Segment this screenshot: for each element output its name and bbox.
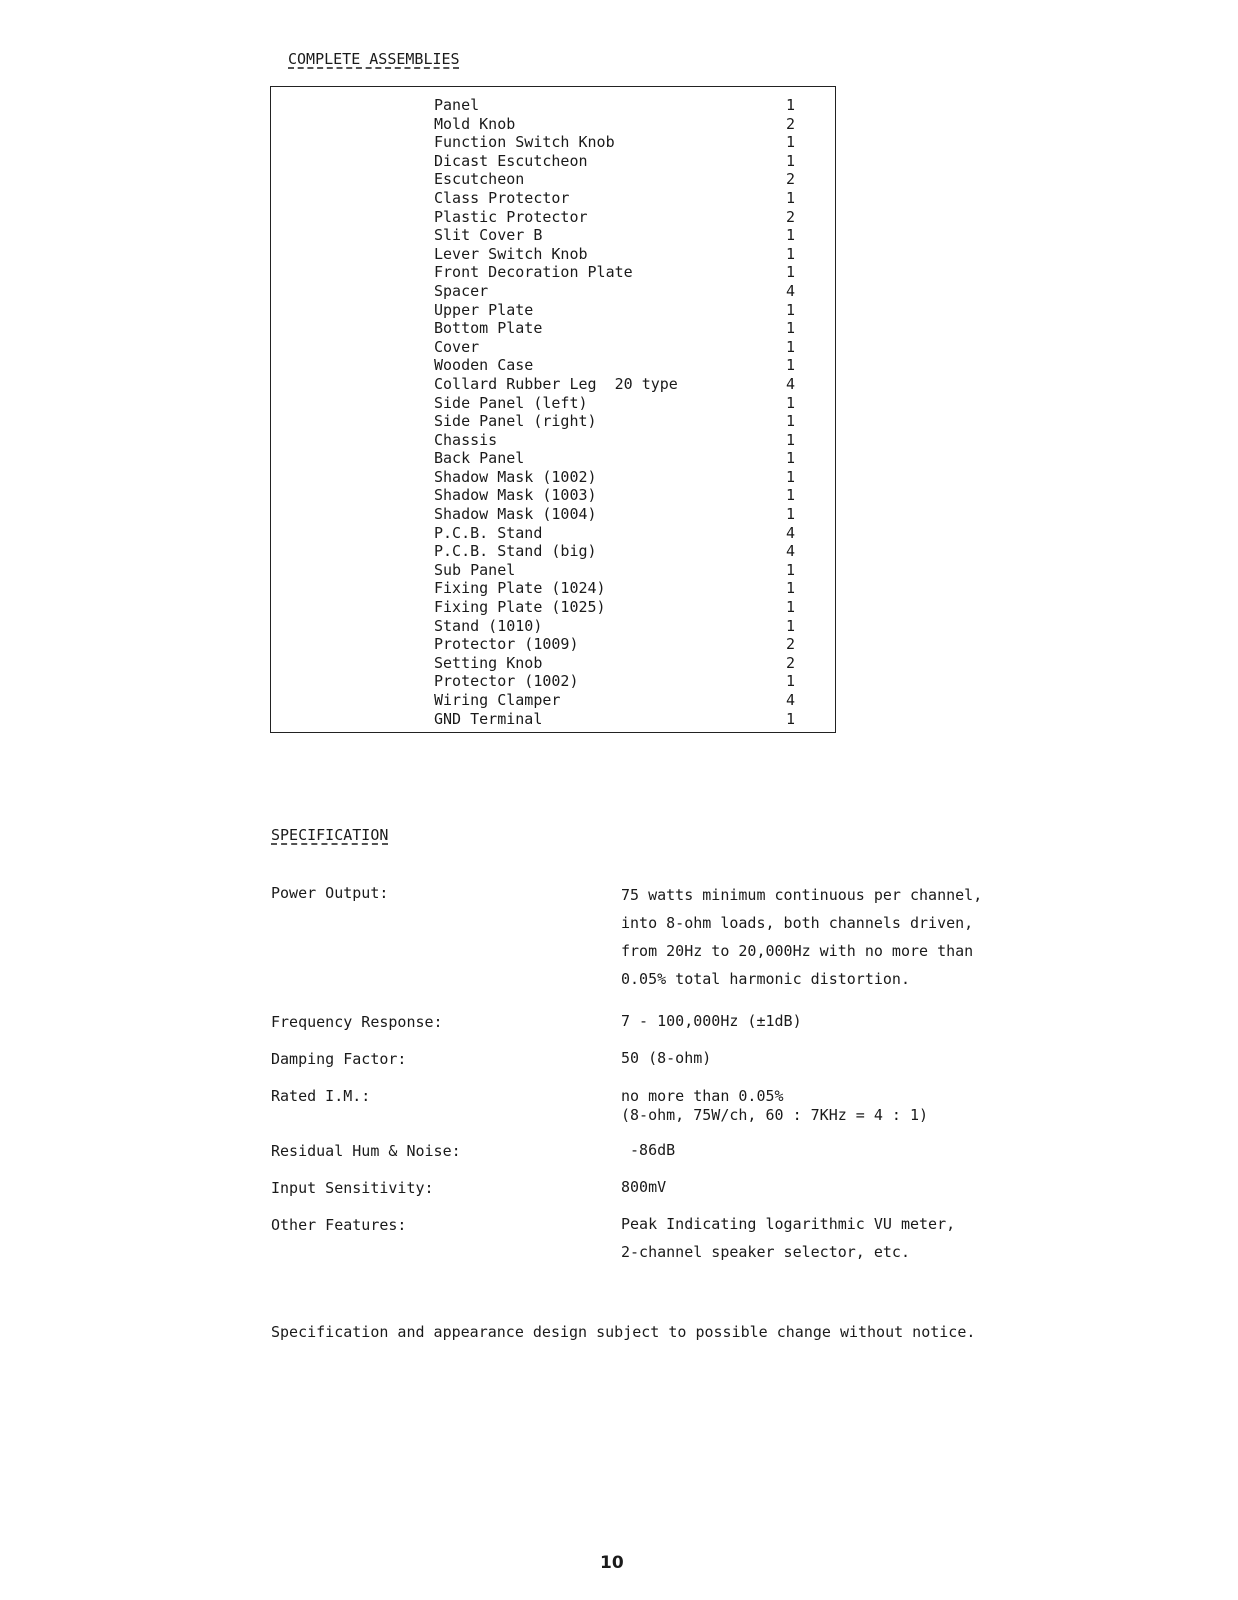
parts-table xyxy=(270,86,836,733)
part-row xyxy=(434,617,804,636)
part-name: Wiring Clamper xyxy=(434,691,561,709)
part-row xyxy=(434,96,804,115)
part-row xyxy=(434,338,804,357)
part-qty: 1 xyxy=(786,467,796,486)
part-name: Bottom Plate xyxy=(434,319,543,338)
part-qty: 4 xyxy=(786,281,796,300)
part-name: Upper Plate xyxy=(434,300,534,319)
assemblies-heading: COMPLETE ASSEMBLIES xyxy=(288,50,460,68)
part-name: Side Panel (left) xyxy=(434,393,588,412)
part-row xyxy=(434,319,804,338)
part-qty: 1 xyxy=(786,672,796,691)
part-qty: 1 xyxy=(786,133,796,152)
spec-value: 50 (8-ohm) xyxy=(621,1049,712,1067)
spec-label: Damping Factor: xyxy=(271,1050,407,1068)
part-qty: 1 xyxy=(786,579,796,598)
part-row xyxy=(434,208,804,227)
part-row xyxy=(434,263,804,282)
part-row xyxy=(434,486,804,505)
part-qty: 1 xyxy=(786,449,796,468)
spec-value: Peak Indicating logarithmic VU meter, 2-channel speaker selector, etc. xyxy=(621,1215,956,1261)
part-row xyxy=(434,468,804,487)
part-qty: 4 xyxy=(786,691,796,709)
part-row xyxy=(434,394,804,413)
part-name: P.C.B. Stand (big) xyxy=(434,542,597,561)
part-name: Mold Knob xyxy=(434,114,516,133)
part-row xyxy=(434,710,804,729)
part-row xyxy=(434,170,804,189)
part-row xyxy=(434,152,804,171)
spec-label: Residual Hum & Noise: xyxy=(271,1142,461,1160)
part-row xyxy=(434,561,804,580)
part-name: Shadow Mask (1003) xyxy=(434,486,597,505)
spec-label: Input Sensitivity: xyxy=(271,1179,434,1197)
page-number: 10 xyxy=(600,1553,624,1573)
part-qty: 1 xyxy=(786,188,796,207)
part-name: Chassis xyxy=(434,430,498,449)
part-qty: 1 xyxy=(786,319,796,338)
part-name: Stand (1010) xyxy=(434,616,543,635)
part-row xyxy=(434,412,804,431)
specification-heading: SPECIFICATION xyxy=(271,826,389,844)
part-qty: 1 xyxy=(786,300,796,319)
part-row xyxy=(434,115,804,134)
part-qty: 1 xyxy=(786,616,796,635)
part-row xyxy=(434,301,804,320)
spec-value: no more than 0.05% (8-ohm, 75W/ch, 60 : 7KHz = 4 : 1) xyxy=(621,1087,929,1124)
part-row xyxy=(434,524,804,543)
part-qty: 4 xyxy=(786,542,796,561)
part-name: Sub Panel xyxy=(434,560,516,579)
part-qty: 1 xyxy=(786,263,796,282)
spec-value: 75 watts minimum continuous per channel, into 8-ohm loads, both channels driven, from 20Hz to 20,000Hz with no more than 0.05% total harmonic distortion. xyxy=(621,886,983,988)
part-qty: 4 xyxy=(786,523,796,542)
parts-list xyxy=(434,96,804,728)
part-qty: 1 xyxy=(786,486,796,505)
notice-text: Specification and appearance design subject to possible change without notice. xyxy=(271,1323,976,1341)
part-name: P.C.B. Stand xyxy=(434,523,543,542)
part-name: Lever Switch Knob xyxy=(434,244,588,263)
spec-label: Rated I.M.: xyxy=(271,1087,371,1105)
part-name: Plastic Protector xyxy=(434,207,588,226)
part-name: Wooden Case xyxy=(434,356,534,375)
part-name: Function Switch Knob xyxy=(434,133,615,152)
part-row xyxy=(434,375,804,394)
part-name: Dicast Escutcheon xyxy=(434,151,588,170)
part-qty: 1 xyxy=(786,412,796,431)
part-row xyxy=(434,245,804,264)
part-qty: 2 xyxy=(786,114,796,133)
part-row xyxy=(434,635,804,654)
part-row xyxy=(434,672,804,691)
part-name: Class Protector xyxy=(434,188,570,207)
part-name: Front Decoration Plate xyxy=(434,263,633,282)
part-qty: 2 xyxy=(786,653,796,672)
part-qty: 1 xyxy=(786,393,796,412)
part-name: Fixing Plate (1025) xyxy=(434,598,606,617)
part-row xyxy=(434,449,804,468)
part-row xyxy=(434,691,804,710)
spec-label: Frequency Response: xyxy=(271,1013,443,1031)
part-name: Side Panel (right) xyxy=(434,412,597,431)
part-name: Protector (1002) xyxy=(434,672,579,691)
part-qty: 1 xyxy=(786,356,796,375)
part-name: Fixing Plate (1024) xyxy=(434,579,606,598)
part-row xyxy=(434,505,804,524)
part-qty: 1 xyxy=(786,560,796,579)
part-name: Shadow Mask (1004) xyxy=(434,505,597,524)
part-qty: 1 xyxy=(786,505,796,524)
part-row xyxy=(434,431,804,450)
spec-value: -86dB xyxy=(621,1141,676,1159)
part-row xyxy=(434,579,804,598)
part-qty: 1 xyxy=(786,244,796,263)
part-qty: 1 xyxy=(786,226,796,245)
part-name: Back Panel xyxy=(434,449,525,468)
part-qty: 1 xyxy=(786,430,796,449)
part-row xyxy=(434,654,804,673)
part-name: Slit Cover B xyxy=(434,226,543,245)
part-qty: 4 xyxy=(786,374,796,393)
part-name: Protector (1009) xyxy=(434,635,579,654)
part-qty: 1 xyxy=(786,337,796,356)
spec-value: 800mV xyxy=(621,1178,667,1196)
part-name: GND Terminal xyxy=(434,709,543,728)
part-row xyxy=(434,133,804,152)
part-row xyxy=(434,542,804,561)
part-name: Cover xyxy=(434,337,480,356)
spec-label: Power Output: xyxy=(271,884,389,902)
part-name: Spacer xyxy=(434,281,489,300)
spec-value: 7 - 100,000Hz (±1dB) xyxy=(621,1012,802,1030)
part-qty: 2 xyxy=(786,207,796,226)
part-qty: 1 xyxy=(786,151,796,170)
part-name: Collard Rubber Leg 20 type xyxy=(434,374,678,393)
part-name: Shadow Mask (1002) xyxy=(434,467,597,486)
part-qty: 2 xyxy=(786,635,796,654)
part-name: Setting Knob xyxy=(434,653,543,672)
part-name: Escutcheon xyxy=(434,170,525,189)
spec-label: Other Features: xyxy=(271,1216,407,1234)
part-row xyxy=(434,189,804,208)
part-qty: 1 xyxy=(786,598,796,617)
part-row xyxy=(434,598,804,617)
part-qty: 2 xyxy=(786,170,796,189)
part-qty: 1 xyxy=(786,709,796,728)
part-name: Panel xyxy=(434,96,480,114)
part-row xyxy=(434,282,804,301)
part-row xyxy=(434,226,804,245)
part-qty: 1 xyxy=(786,96,796,114)
part-row xyxy=(434,356,804,375)
